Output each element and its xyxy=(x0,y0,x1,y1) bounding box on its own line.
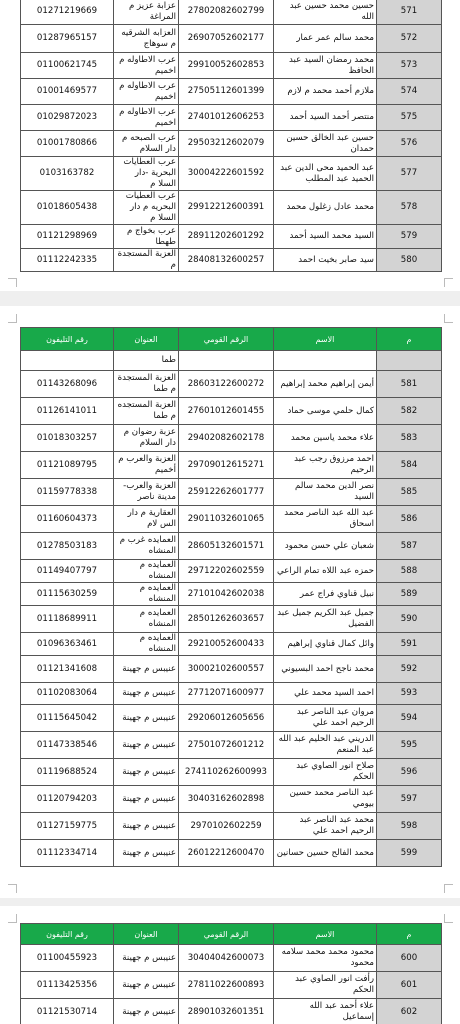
cell-number: 602 xyxy=(377,999,442,1024)
cell-phone: 01147338546 xyxy=(21,732,114,759)
cell-number: 583 xyxy=(377,425,442,452)
table-row xyxy=(21,105,442,131)
cell-national-id: 29712202602559 xyxy=(179,560,274,583)
cell-number: 592 xyxy=(377,656,442,683)
table-row xyxy=(21,249,442,272)
cell-national-id: 26907052602177 xyxy=(179,25,274,53)
cell-phone: 01159778338 xyxy=(21,479,114,506)
page-corner-mark xyxy=(444,914,453,923)
cell-name: السيد محمد السيد أحمد xyxy=(274,225,377,249)
header-address: العنوان xyxy=(114,924,179,945)
cell-phone: 01113425356 xyxy=(21,972,114,999)
cell-address: عنيبس م جهينة xyxy=(114,972,179,999)
cell-phone: 01271219669 xyxy=(21,0,114,25)
cell-name: محمود محمد محمد سلامه محمود xyxy=(274,945,377,972)
cell-address: العزبة المستجده م طما xyxy=(114,398,179,425)
cell-address: عرب الصبحه م دار السلام xyxy=(114,131,179,157)
table-row xyxy=(21,606,442,633)
cell-number: 580 xyxy=(377,249,442,272)
cell-number: 577 xyxy=(377,157,442,191)
cell-name: رأفت انور الصاوي عبد الحكم xyxy=(274,972,377,999)
cell-national-id: 29206012605656 xyxy=(179,705,274,732)
cell-phone: 01029872023 xyxy=(21,105,114,131)
cell-address: عرب العطايات البحرية -دار السلا م xyxy=(114,157,179,191)
cell-phone: 01120794203 xyxy=(21,786,114,813)
cell-phone: 01278503183 xyxy=(21,533,114,560)
document-page-1 xyxy=(0,0,460,291)
cell-phone: 01100621745 xyxy=(21,53,114,79)
table-row xyxy=(21,79,442,105)
cell-name: نصر الدين محمد سالم السيد xyxy=(274,479,377,506)
table-row xyxy=(21,840,442,867)
table-row xyxy=(21,53,442,79)
cell-address: العزبة والعرب م أخميم xyxy=(114,452,179,479)
cell-address: عرب العطيات البحريه م دار السلا م xyxy=(114,191,179,225)
cell-name: عبد الناصر محمد حسين بيومي xyxy=(274,786,377,813)
cell-address: عنيبس م جهينة xyxy=(114,732,179,759)
table-row xyxy=(21,371,442,398)
cell-address: عنيبس م جهينة xyxy=(114,705,179,732)
cell-address: عنيبس م جهينة xyxy=(114,786,179,813)
cell-national-id: 30404042600073 xyxy=(179,945,274,972)
cell-national-id: 29210052600433 xyxy=(179,633,274,656)
cell-name: حسين عبد الخالق حسين حمدان xyxy=(274,131,377,157)
table-row xyxy=(21,705,442,732)
cell-phone: 01001469577 xyxy=(21,79,114,105)
cell-national-id: 27505112601399 xyxy=(179,79,274,105)
cell-address: عزبة رضوان م دار السلام xyxy=(114,425,179,452)
page-corner-mark xyxy=(8,884,17,893)
cell-number: 573 xyxy=(377,53,442,79)
cell-address: العقارية م دار الس لام xyxy=(114,506,179,533)
cell-name: محمد ناجح احمد البسيوني xyxy=(274,656,377,683)
records-table-page-3 xyxy=(20,923,442,1024)
cell-address: عرب بخواج م طهطا xyxy=(114,225,179,249)
records-table-page-2 xyxy=(20,327,442,867)
header-phone: رقم التليفون xyxy=(21,924,114,945)
header-national-id: الرقم القومي xyxy=(179,924,274,945)
cell-address: عنيبس م جهينة xyxy=(114,999,179,1024)
cell-national-id: 25912262601777 xyxy=(179,479,274,506)
cell-phone: 01118689911 xyxy=(21,606,114,633)
header-name: الاسم xyxy=(274,328,377,351)
cell-number: 596 xyxy=(377,759,442,786)
cell-number: 575 xyxy=(377,105,442,131)
cell-national-id: 26012212600470 xyxy=(179,840,274,867)
header-name: الاسم xyxy=(274,924,377,945)
cell-number: 589 xyxy=(377,583,442,606)
cell-national-id: 29011032601065 xyxy=(179,506,274,533)
cell-national-id: 30002102600557 xyxy=(179,656,274,683)
cell-phone: 01115645042 xyxy=(21,705,114,732)
cell-address: العمايده م المنشاه xyxy=(114,560,179,583)
cell-name: محمد عادل زغلول محمد xyxy=(274,191,377,225)
cell-name: عبد الله عبد الناصر محمد اسحاق xyxy=(274,506,377,533)
records-table-body xyxy=(21,945,442,1024)
cell-phone: 0103163782 xyxy=(21,157,114,191)
table-row xyxy=(21,425,442,452)
cell-national-id xyxy=(179,351,274,371)
cell-name: وائل كمال قناوي إبراهيم xyxy=(274,633,377,656)
cell-address: العزبة والعرب- مدينة ناصر xyxy=(114,479,179,506)
cell-name: ملازم أحمد محمد م لازم xyxy=(274,79,377,105)
cell-address: عنيبس م جهينة xyxy=(114,683,179,705)
cell-address: العمايده م المنشاه xyxy=(114,606,179,633)
cell-name: علاء محمد ياسين محمد xyxy=(274,425,377,452)
table-row xyxy=(21,225,442,249)
cell-name: احمد مرزوق رجب عبد الرحيم xyxy=(274,452,377,479)
table-row xyxy=(21,759,442,786)
cell-phone: 01121298969 xyxy=(21,225,114,249)
table-row xyxy=(21,683,442,705)
cell-national-id: 29402082602178 xyxy=(179,425,274,452)
cell-address: عرب الاطاوله م اخميم xyxy=(114,79,179,105)
cell-number: 571 xyxy=(377,0,442,25)
cell-number: 585 xyxy=(377,479,442,506)
cell-phone: 01121089795 xyxy=(21,452,114,479)
table-row xyxy=(21,945,442,972)
cell-national-id: 29910052602853 xyxy=(179,53,274,79)
cell-address: العمايده غرب م المنشاه xyxy=(114,533,179,560)
cell-name: منتصر أحمد السيد أحمد xyxy=(274,105,377,131)
records-table-body xyxy=(21,0,442,272)
cell-address: طما xyxy=(114,351,179,371)
cell-address: عرب الاطاوله م اخميم xyxy=(114,53,179,79)
cell-phone: 01121530714 xyxy=(21,999,114,1024)
cell-name: نبيل قناوي فراج عمر xyxy=(274,583,377,606)
cell-national-id: 29709012615271 xyxy=(179,452,274,479)
table-row xyxy=(21,398,442,425)
page-corner-mark xyxy=(444,884,453,893)
table-row xyxy=(21,560,442,583)
cell-number: 600 xyxy=(377,945,442,972)
table-row xyxy=(21,533,442,560)
header-address: العنوان xyxy=(114,328,179,351)
table-row xyxy=(21,479,442,506)
cell-name: احمد السيد محمد علي xyxy=(274,683,377,705)
cell-phone: 01126141011 xyxy=(21,398,114,425)
table-row xyxy=(21,633,442,656)
cell-phone: 01121341608 xyxy=(21,656,114,683)
cell-address: العزبة المستجدة م طما xyxy=(114,371,179,398)
header-number: م xyxy=(377,328,442,351)
table-row xyxy=(21,656,442,683)
table-row xyxy=(21,131,442,157)
cell-number: 590 xyxy=(377,606,442,633)
cell-phone: 01001780866 xyxy=(21,131,114,157)
cell-number: 598 xyxy=(377,813,442,840)
cell-phone: 01143268096 xyxy=(21,371,114,398)
cell-number: 581 xyxy=(377,371,442,398)
cell-national-id: 29912212600391 xyxy=(179,191,274,225)
document-page-2 xyxy=(0,306,460,898)
cell-name: صلاح انور الصاوي عبد الحكم xyxy=(274,759,377,786)
cell-name: حمزه عبد اللاه تمام الراعي xyxy=(274,560,377,583)
cell-national-id: 274110262600993 xyxy=(179,759,274,786)
table-row xyxy=(21,786,442,813)
table-row xyxy=(21,452,442,479)
cell-national-id: 2970102602259 xyxy=(179,813,274,840)
cell-phone: 01112334714 xyxy=(21,840,114,867)
cell-number: 599 xyxy=(377,840,442,867)
cell-number: 582 xyxy=(377,398,442,425)
cell-address: عنيبس م جهينة xyxy=(114,759,179,786)
table-row xyxy=(21,999,442,1024)
cell-number: 591 xyxy=(377,633,442,656)
cell-phone: 01018303257 xyxy=(21,425,114,452)
cell-national-id: 28603122600272 xyxy=(179,371,274,398)
cell-phone: 01018605438 xyxy=(21,191,114,225)
table-header-row xyxy=(21,924,442,945)
header-number: م xyxy=(377,924,442,945)
cell-address: العمايده م المنشاه xyxy=(114,633,179,656)
cell-name: حسين محمد حسين عبد الله xyxy=(274,0,377,25)
cell-number: 578 xyxy=(377,191,442,225)
header-phone: رقم التليفون xyxy=(21,328,114,351)
cell-national-id: 27601012601455 xyxy=(179,398,274,425)
cell-number: 593 xyxy=(377,683,442,705)
records-table-page-1 xyxy=(20,0,442,272)
cell-name: شعبان علي حسن محمود xyxy=(274,533,377,560)
cell-national-id: 27401012606253 xyxy=(179,105,274,131)
page-corner-mark xyxy=(8,914,17,923)
document-page-3 xyxy=(0,906,460,1024)
cell-number: 579 xyxy=(377,225,442,249)
cell-number: 584 xyxy=(377,452,442,479)
table-row xyxy=(21,813,442,840)
page-corner-mark xyxy=(444,278,453,287)
cell-address: العزبة المستجدة م xyxy=(114,249,179,272)
cell-address: عنيبس م جهينة xyxy=(114,813,179,840)
cell-phone: 01127159775 xyxy=(21,813,114,840)
page-corner-mark xyxy=(8,314,17,323)
cell-number: 572 xyxy=(377,25,442,53)
cell-address: عرب الاطاوله م اخميم xyxy=(114,105,179,131)
cell-name: سيد صابر بخيت احمد xyxy=(274,249,377,272)
cell-number: 594 xyxy=(377,705,442,732)
header-national-id: الرقم القومي xyxy=(179,328,274,351)
cell-national-id: 27501072601212 xyxy=(179,732,274,759)
table-row xyxy=(21,583,442,606)
cell-number xyxy=(377,351,442,371)
page-corner-mark xyxy=(444,314,453,323)
page-corner-mark xyxy=(8,278,17,287)
cell-national-id: 27712071600977 xyxy=(179,683,274,705)
cell-phone: 01287965157 xyxy=(21,25,114,53)
table-row xyxy=(21,732,442,759)
cell-national-id: 27811022600893 xyxy=(179,972,274,999)
table-row xyxy=(21,157,442,191)
cell-national-id: 29503212602079 xyxy=(179,131,274,157)
cell-national-id: 28501262603657 xyxy=(179,606,274,633)
cell-name: محمد عبد الناصر عبد الرحيم احمد علي xyxy=(274,813,377,840)
cell-address: عزابة عزيز م المراغة xyxy=(114,0,179,25)
cell-number: 595 xyxy=(377,732,442,759)
cell-national-id: 30403162602898 xyxy=(179,786,274,813)
cell-phone: 01149407797 xyxy=(21,560,114,583)
cell-number: 597 xyxy=(377,786,442,813)
cell-phone: 01115630259 xyxy=(21,583,114,606)
cell-phone: 01096363461 xyxy=(21,633,114,656)
table-row xyxy=(21,25,442,53)
table-row xyxy=(21,351,442,371)
cell-name: علاء أحمد عبد الله إسماعيل xyxy=(274,999,377,1024)
cell-national-id: 28605132601571 xyxy=(179,533,274,560)
cell-number: 586 xyxy=(377,506,442,533)
cell-name: محمد سالم عمر عمار xyxy=(274,25,377,53)
cell-address: العمايده م المنشاه xyxy=(114,583,179,606)
cell-name: محمد الفالح حسين حسانين xyxy=(274,840,377,867)
cell-name: جميل عبد الكريم جميل عبد الفضيل xyxy=(274,606,377,633)
cell-phone: 01102083064 xyxy=(21,683,114,705)
cell-national-id: 28911202601292 xyxy=(179,225,274,249)
table-row xyxy=(21,506,442,533)
cell-name: مروان عبد الناصر عبد الرحيم احمد علي xyxy=(274,705,377,732)
table-row xyxy=(21,191,442,225)
cell-address: العزابه الشرقيه م سوهاج xyxy=(114,25,179,53)
cell-name: كمال حلمي موسى حماد xyxy=(274,398,377,425)
cell-address: عنيبس م جهينة xyxy=(114,656,179,683)
cell-national-id: 27101042602038 xyxy=(179,583,274,606)
cell-number: 576 xyxy=(377,131,442,157)
cell-name: محمد رمضان السيد عبد الحافظ xyxy=(274,53,377,79)
cell-name: الدريني عبد الحليم عبد الله عبد المنعم xyxy=(274,732,377,759)
cell-name xyxy=(274,351,377,371)
cell-number: 601 xyxy=(377,972,442,999)
table-header-row xyxy=(21,328,442,351)
records-table-body xyxy=(21,351,442,867)
cell-name: أيمن إبراهيم محمد إبراهيم xyxy=(274,371,377,398)
cell-phone: 01160604373 xyxy=(21,506,114,533)
cell-phone xyxy=(21,351,114,371)
cell-number: 587 xyxy=(377,533,442,560)
cell-number: 574 xyxy=(377,79,442,105)
table-row xyxy=(21,972,442,999)
cell-name: عبد الحميد محى الدين عبد الحميد عبد المطلب xyxy=(274,157,377,191)
table-row xyxy=(21,0,442,25)
cell-national-id: 30004222601592 xyxy=(179,157,274,191)
cell-phone: 01100455923 xyxy=(21,945,114,972)
cell-address: عنيبس م جهينة xyxy=(114,945,179,972)
cell-address: عنيبس م جهينة xyxy=(114,840,179,867)
cell-national-id: 28901032601351 xyxy=(179,999,274,1024)
cell-national-id: 28408132600257 xyxy=(179,249,274,272)
cell-phone: 01119688524 xyxy=(21,759,114,786)
cell-national-id: 27802082602799 xyxy=(179,0,274,25)
cell-number: 588 xyxy=(377,560,442,583)
cell-phone: 01112242335 xyxy=(21,249,114,272)
